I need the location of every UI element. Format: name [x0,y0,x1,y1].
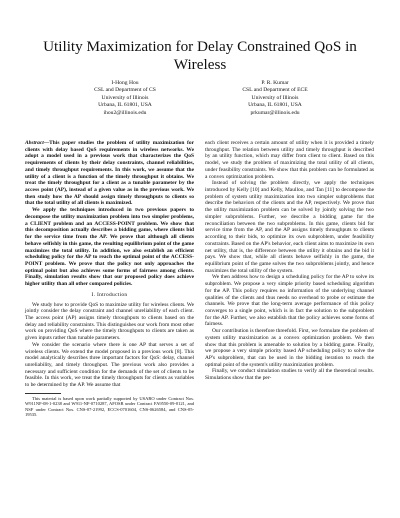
body-paragraph-2: Instead of solving the problem directly, we apply the techniques introduced by Kelly [10] and Kelly, Maulloo, and Tan [11] to decompose the problem of system utility maximization into two simpler subproblems that describe the behaviors of the clients and the AP, respectively. We prove that the utility maximization problem can be solved by jointly solving the two simpler subproblems. Further, we describe a bidding game for the reconciliation between the two subproblems. In this game, clients bid for service time from the AP, and the AP assigns timely throughputs to clients according to their bids, to optimize its own subproblem, under feasibility constraints. Based on the AP's behavior, each client aims to maximize its own net utility, that is, the difference between the utility it obtains and the bid it pays. We show that, while all clients behave selfishly in the game, the equilibrium point of the game solves the two subproblems jointly, and hence maximizes the total utility of the system. [205,180,374,274]
left-column [25,140,194,418]
author-university: University of Illinois [251,94,299,101]
body-paragraph-1: each client receives a certain amount of utility when it is provided a timely throughput. The relation between utility and timely throughput is described by an utility function, which may differ from client to client. Based on this model, we study the problem of maximizing the total utility of all clients, under feasibility constraints. We show that this problem can be formulated as a convex optimization problem. [205,140,374,180]
body-paragraph-5: Finally, we conduct simulation studies to verify all the theoretical results. Simulations show that the per- [205,368,374,382]
abstract-paragraph-2: We apply the techniques introduced in two previous papers to decompose the utility maximization problem into two simpler problems, a CLIENT problem and an ACCESS-POINT problem. We show that this decomposition actually describes a bidding game, where clients bid for the service time from the AP. We prove that although all clients behave selfishly in this game, the resulting equilibrium point of the game maximizes the total utility. In addition, we also establish an efficient scheduling policy for the AP to reach the optimal point of the ACCESS-POINT problem. We prove that the policy not only approaches the optimal point but also achieves some forms of fairness among clients. Finally, simulation results show that our proposed policy does achieve higher utility than all other compared policies. [25,207,194,288]
intro-paragraph-1: We study how to provide QoS to maximize utility for wireless clients. We jointly consider the delay constraint and channel unreliability of each client. The access point (AP) assigns timely throughputs to clients based on the delay and reliability constraints. This distinguishes our work from most other work on providing QoS where the timely throughputs to clients are taken as given inputs rather than tunable parameters. [25,301,194,342]
intro-paragraph-2: We consider the scenario where there is one AP that serves a set of wireless clients. We extend the model proposed in a previous work [8]. This model analytically describes three important factors for QoS: delay, channel unreliability, and timely throughput. The previous work also provides a necessary and sufficient condition for the demands of the set of clients to be feasible. In this work, we treat the timely throughputs for clients as variables to be determined by the AP. We assume that [25,341,194,389]
author-dept: CSL and Department of CS [94,87,156,94]
abstract [25,140,194,207]
author-city: Urbana, IL 61801, USA [248,102,302,109]
author-university: University of Illinois [101,94,149,101]
abstract-text: —This paper studies the problem of utility maximization for clients with delay based QoS requirements in wireless networks. We adopt a model used in a previous work that characterizes the QoS requirements of clients by their delay constraints, channel reliabilities, and timely throughput requirements. In this work, we assume that the utility of a client is a function of the timely throughput it obtains. We treat the timely throughput for a client as a tunable parameter by the access point (AP), instead of a given value as in the previous work. We then study how the AP should assign timely throughputs to clients so that the total utility of all clients is maximized. [25,140,194,207]
author-name: P. R. Kumar [261,80,289,86]
section-heading: I. Introduction [91,291,128,298]
footnote-rule [25,393,61,394]
abstract-label: Abstract [25,140,44,146]
body-paragraph-3: We then address how to design a scheduling policy for the AP to solve its subproblem. We propose a very simple priority based scheduling algorithm for the AP. This policy requires no information of the underlying channel qualities of the clients and thus needs no overhead to probe or estimate the channels. We prove that the long-term average performance of this policy converges to a single point, which is in fact the solution to the subproblem for the AP. Further, we also establish that the policy achieves some forms of fairness. [205,274,374,328]
author-email: prkumar@illinois.edu [250,109,300,116]
author-block-1 [50,80,200,117]
author-city: Urbana, IL 61801, USA [98,102,152,109]
author-name: I-Hong Hou [111,80,139,86]
right-column [205,140,374,382]
paper-title: Utility Maximization for Delay Constrained QoS in Wireless [43,38,357,73]
author-block-2 [200,80,350,117]
author-email: ihou2@illinois.edu [103,109,147,116]
body-paragraph-4: Our contribution is therefore threefold. First, we formulate the problem of system utility maximization as a convex optimization problem. We then show that this problem is amenable to solution by a bidding game. Finally, we propose a very simple priority based AP scheduling policy to solve the AP's subproblem, that can be used in the bidding iteration to reach the optimal point of the system's utility maximization problem. [205,328,374,368]
footnote: This material is based upon work partially supported by USARO under Contract Nos. W911NF-08-1-0238 and W911-NF-0710287, AFOSR under Contract FA9550-09-0121, and NSF under Contract Nos. CNS-07-21992, ECCS-0701604, CNS-0626584, and CNS-05-19535. [25,395,194,418]
author-dept: CSL and Department of ECE [242,87,308,94]
